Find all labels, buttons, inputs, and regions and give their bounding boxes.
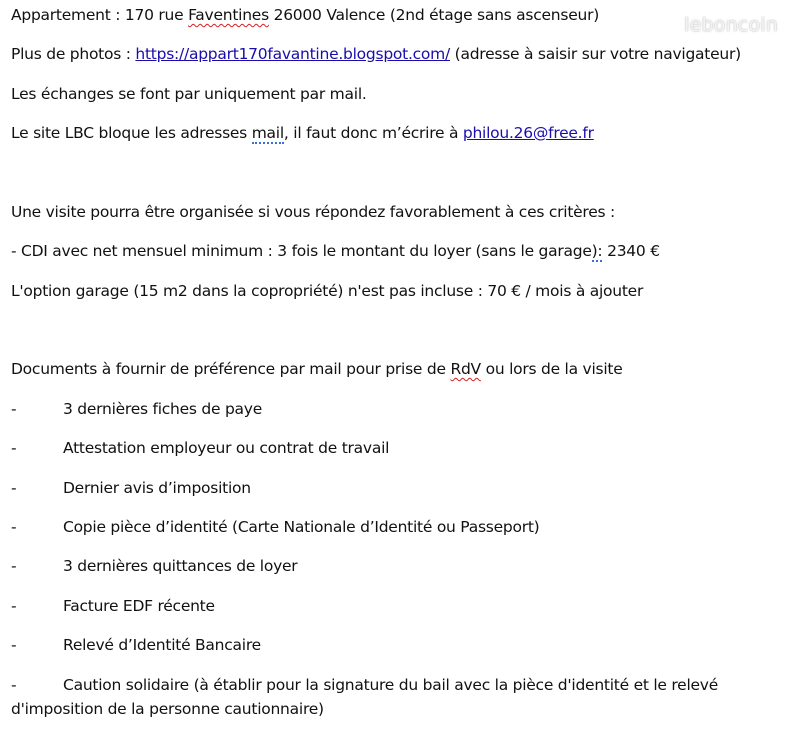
- documents-heading: [11, 359, 623, 379]
- document-item-label: 3 dernières fiches de paye: [63, 400, 262, 418]
- bullet-dash: -: [11, 400, 17, 418]
- document-item-label: Relevé d’Identité Bancaire: [63, 636, 261, 654]
- bullet-dash: -: [11, 518, 17, 536]
- documents-suffix: ou lors de la visite: [480, 360, 623, 378]
- caution-line-1: Caution solidaire (à établir pour la signature du bail avec la pièce d'identité et le relevé: [63, 676, 719, 694]
- bullet-dash: -: [11, 479, 17, 497]
- photos-link[interactable]: https://appart170favantine.blogspot.com/: [135, 45, 450, 63]
- address-prefix: Appartement : 170 rue: [11, 6, 189, 24]
- lbc-mail-word: mail: [251, 124, 284, 142]
- photos-line: [11, 44, 741, 64]
- address-line: [11, 5, 599, 25]
- bullet-dash: -: [11, 636, 17, 654]
- documents-prefix: Documents à fournir de préférence par mail pour prise de: [11, 360, 451, 378]
- document-item: [11, 478, 251, 498]
- leboncoin-watermark: leboncoin: [684, 14, 778, 36]
- document-item-label: Facture EDF récente: [63, 597, 215, 615]
- cdi-line: [11, 241, 660, 261]
- bullet-dash: -: [11, 676, 17, 694]
- cdi-prefix: - CDI avec net mensuel minimum : 3 fois le montant du loyer (sans le garage: [11, 242, 592, 260]
- document-item: [11, 438, 389, 458]
- exchanges-line: Les échanges se font par uniquement par mail.: [11, 85, 367, 103]
- document-item-label: 3 dernières quittances de loyer: [63, 557, 298, 575]
- document-item-label: Attestation employeur ou contrat de travail: [63, 439, 390, 457]
- photos-suffix: (adresse à saisir sur votre navigateur): [449, 45, 741, 63]
- contact-email-link[interactable]: philou.26@free.fr: [462, 124, 594, 142]
- cdi-suffix: 2340 €: [602, 242, 660, 260]
- cdi-marked: ):: [591, 242, 603, 260]
- bullet-dash: -: [11, 439, 17, 457]
- bullet-dash: -: [11, 557, 17, 575]
- document-item-label: Copie pièce d’identité (Carte Nationale d’Identité ou Passeport): [63, 518, 540, 536]
- garage-line: L'option garage (15 m2 dans la copropriété) n'est pas incluse : 70 € / mois à ajouter: [11, 282, 644, 300]
- caution-item-continued: d'imposition de la personne cautionnaire): [11, 700, 324, 718]
- bullet-dash: -: [11, 597, 17, 615]
- visit-line: Une visite pourra être organisée si vous répondez favorablement à ces critères :: [11, 203, 615, 221]
- document-item: [11, 517, 539, 537]
- document-item: [11, 635, 261, 655]
- document-item: [11, 556, 297, 576]
- document-item: [11, 399, 262, 419]
- photos-prefix: Plus de photos :: [11, 45, 136, 63]
- lbc-line: [11, 123, 594, 143]
- lbc-prefix: Le site LBC bloque les adresses: [11, 124, 252, 142]
- documents-rdv-word: RdV: [450, 360, 481, 378]
- document-item: [11, 596, 215, 616]
- caution-item: [11, 675, 718, 695]
- address-street-word: Faventines: [188, 6, 269, 24]
- lbc-middle: , il faut donc m’écrire à: [283, 124, 463, 142]
- address-suffix: 26000 Valence (2nd étage sans ascenseur): [268, 6, 599, 24]
- document-item-label: Dernier avis d’imposition: [63, 479, 251, 497]
